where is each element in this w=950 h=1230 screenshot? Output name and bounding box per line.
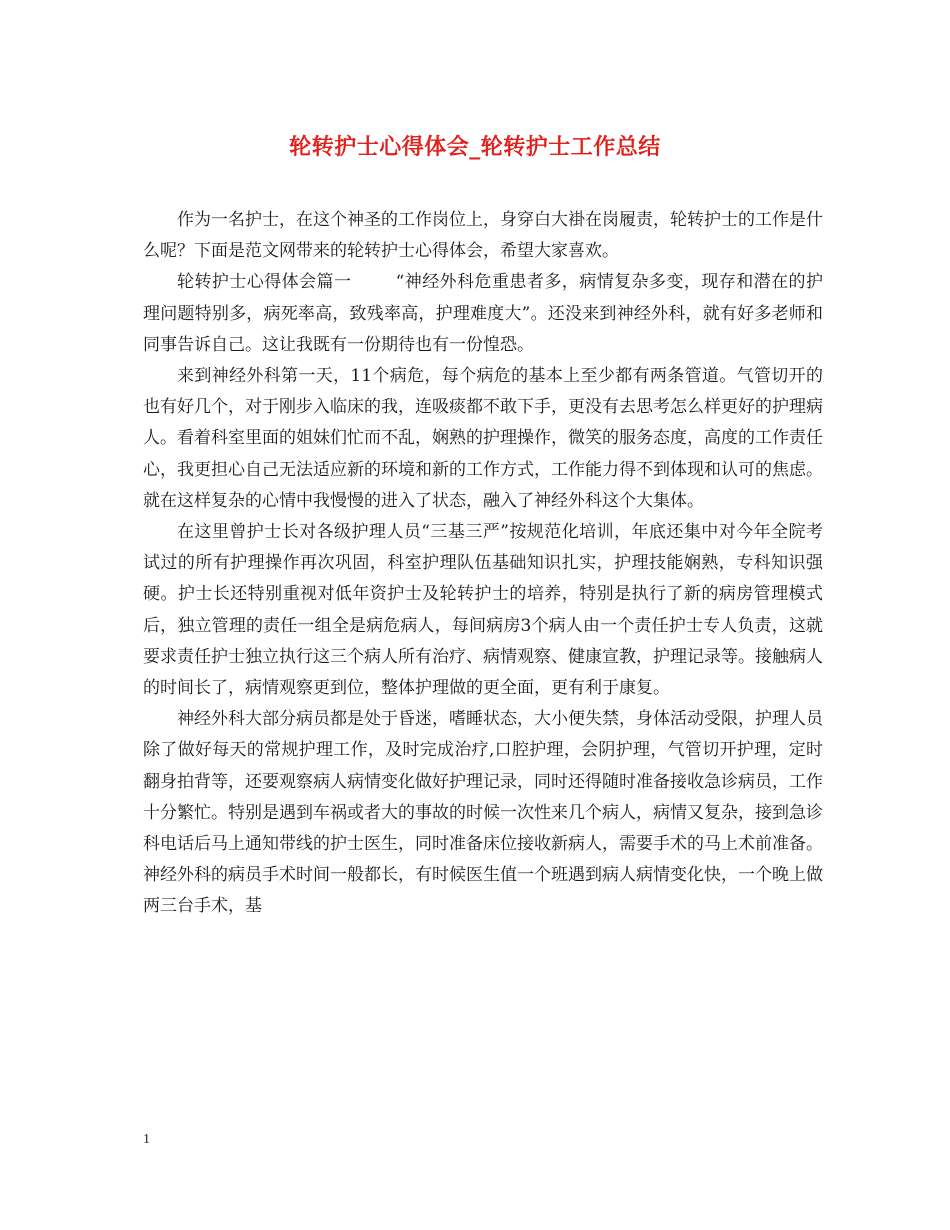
section-label: 轮转护士心得体会篇一: [177, 272, 352, 293]
document-title: 轮转护士心得体会_轮转护士工作总结: [289, 135, 661, 160]
paragraph-intro: 作为一名护士，在这个神圣的工作岗位上，身穿白大褂在岗履责，轮转护士的工作是什么呢？下面是范文网带来的轮转护士心得体会，希望大家喜欢。: [143, 210, 823, 262]
paragraph-first-day: 来到神经外科第一天，11个病危，每个病危的基本上至少都有两条管道。气管切开的也有好几个，对于刚步入临床的我，连吸痰都不敢下手，更没有去思考怎么样更好的护理病人。看着科室里面的姐妹们忙而不乱，娴熟的护理操作，微笑的服务态度，高度的工作责任心，我更担心自己无法适应新的环境和新的工作方式，工作能力得不到体现和认可的焦虑。就在这样复杂的心情中我慢慢的进入了状态，融入了神经外科这个大集体。: [143, 366, 823, 511]
document-body: [143, 205, 823, 923]
paragraph-training: 在这里曾护士长对各级护理人员“三基三严”按规范化培训，年底还集中对今年全院考试过的所有护理操作再次巩固，科室护理队伍基础知识扎实，护理技能娴熟，专科知识强硬。护士长还特别重视对低年资护士及轮转护士的培养，特别是执行了新的病房管理模式后，独立管理的责任一组全是病危病人，每间病房3个病人由一个责任护士专人负责，这就要求责任护士独立执行这三个病人所有治疗、病情观察、健康宣教，护理记录等。接触病人的时间长了，病情观察更到位，整体护理做的更全面，更有利于康复。: [143, 522, 823, 699]
section-1-text: “神经外科危重患者多，病情复杂多变，现存和潜在的护理问题特别多，病死率高，致残率高，护理难度大”。还没来到神经外科，就有好多老师和同事告诉自己。这让我既有一份期待也有一份惶恐。: [143, 272, 823, 355]
page-number: 1: [143, 1132, 150, 1147]
paragraph-workload: 神经外科大部分病员都是处于昏迷，嗜睡状态，大小便失禁，身体活动受限，护理人员除了做好每天的常规护理工作，及时完成治疗,口腔护理，会阴护理，气管切开护理，定时翻身拍背等，还要观察病人病情变化做好护理记录，同时还得随时准备接收急诊病员，工作十分繁忙。特别是遇到车祸或者大的事故的时候一次性来几个病人，病情又复杂，接到急诊科电话后马上通知带线的护士医生，同时准备床位接收新病人，需要手术的马上术前准备。神经外科的病员手术时间一般都长，有时候医生值一个班遇到病人病情变化快，一个晚上做两三台手术，基: [143, 709, 823, 917]
paragraph-section-1: [143, 267, 823, 361]
